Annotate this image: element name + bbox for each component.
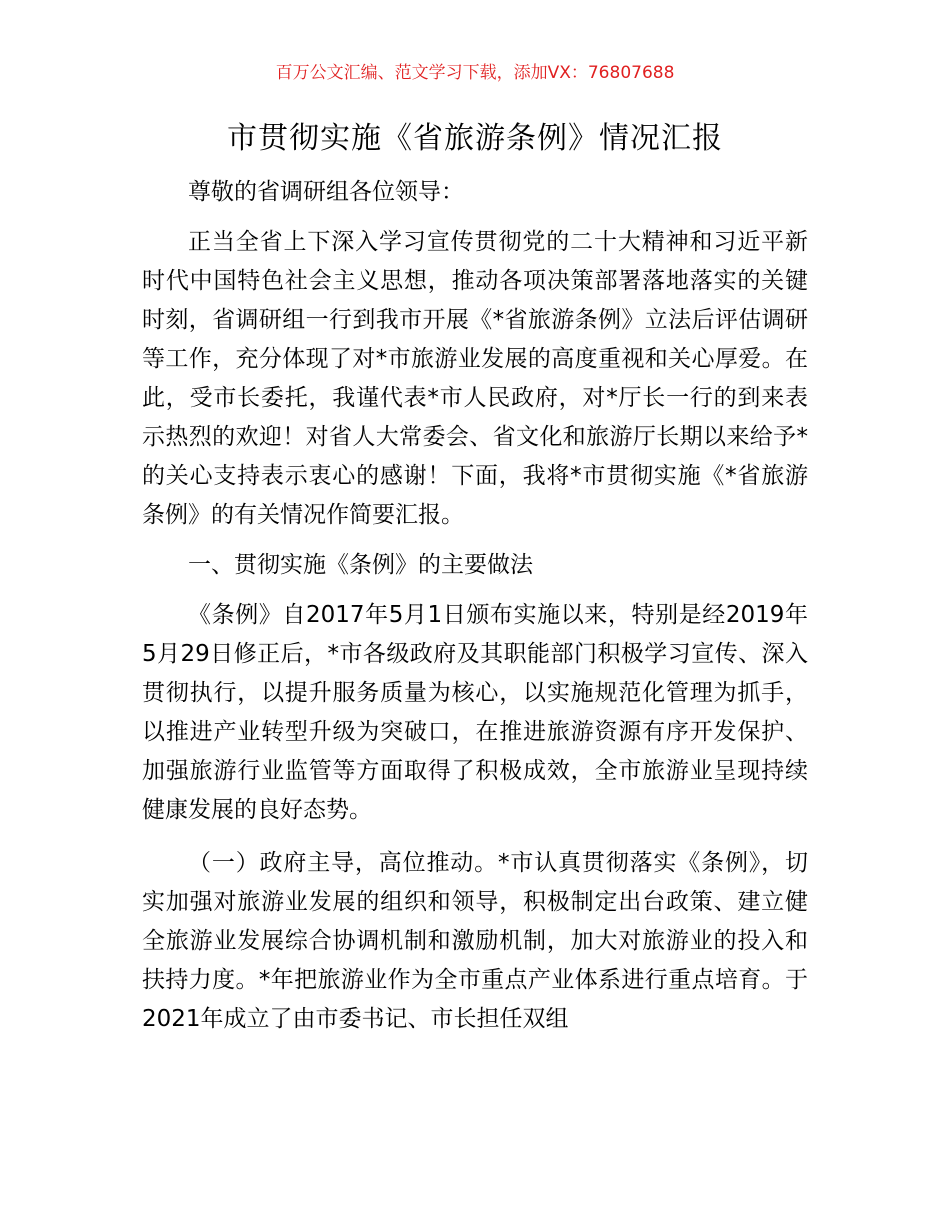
document-title: 市贯彻实施《省旅游条例》情况汇报 <box>227 121 723 156</box>
subsection-1-paragraph: （一）政府主导，高位推动。*市认真贯彻落实《条例》，切实加强对旅游业发展的组织和领导，积极制定出台政策、建立健全旅游业发展综合协调机制和激励机制，加大对旅游业的投入和扶持力度。*年把旅游业作为全市重点产业体系进行重点培育。于2021年成立了由市委书记、市长担任双组 <box>142 850 808 1032</box>
salutation: 尊敬的省调研组各位领导： <box>188 179 464 205</box>
section1-paragraph: 《条例》自2017年5月1日颁布实施以来，特别是经2019年5月29日修正后，*市各级政府及其职能部门积极学习宣传、深入贯彻执行，以提升服务质量为核心，以实施规范化管理为抓手，以推进产业转型升级为突破口，在推进旅游资源有序开发保护、加强旅游行业监管等方面取得了积极成效，全市旅游业呈现持续健康发展的良好态势。 <box>142 602 808 823</box>
header-watermark-note: 百万公文汇编、范文学习下载，添加VX：76807688 <box>275 63 675 83</box>
document-body <box>142 173 808 1039</box>
section-heading-1: 一、贯彻实施《条例》的主要做法 <box>188 552 533 578</box>
intro-paragraph: 正当全省上下深入学习宣传贯彻党的二十大精神和习近平新时代中国特色社会主义思想，推动各项决策部署落地落实的关键时刻，省调研组一行到我市开展《*省旅游条例》立法后评估调研等工作，充分体现了对*市旅游业发展的高度重视和关心厚爱。在此，受市长委托，我谨代表*市人民政府，对*厅长一行的到来表示热烈的欢迎！对省人大常委会、省文化和旅游厅长期以来给予*的关心支持表示衷心的感谢！下面，我将*市贯彻实施《*省旅游条例》的有关情况作简要汇报。 <box>142 229 808 528</box>
